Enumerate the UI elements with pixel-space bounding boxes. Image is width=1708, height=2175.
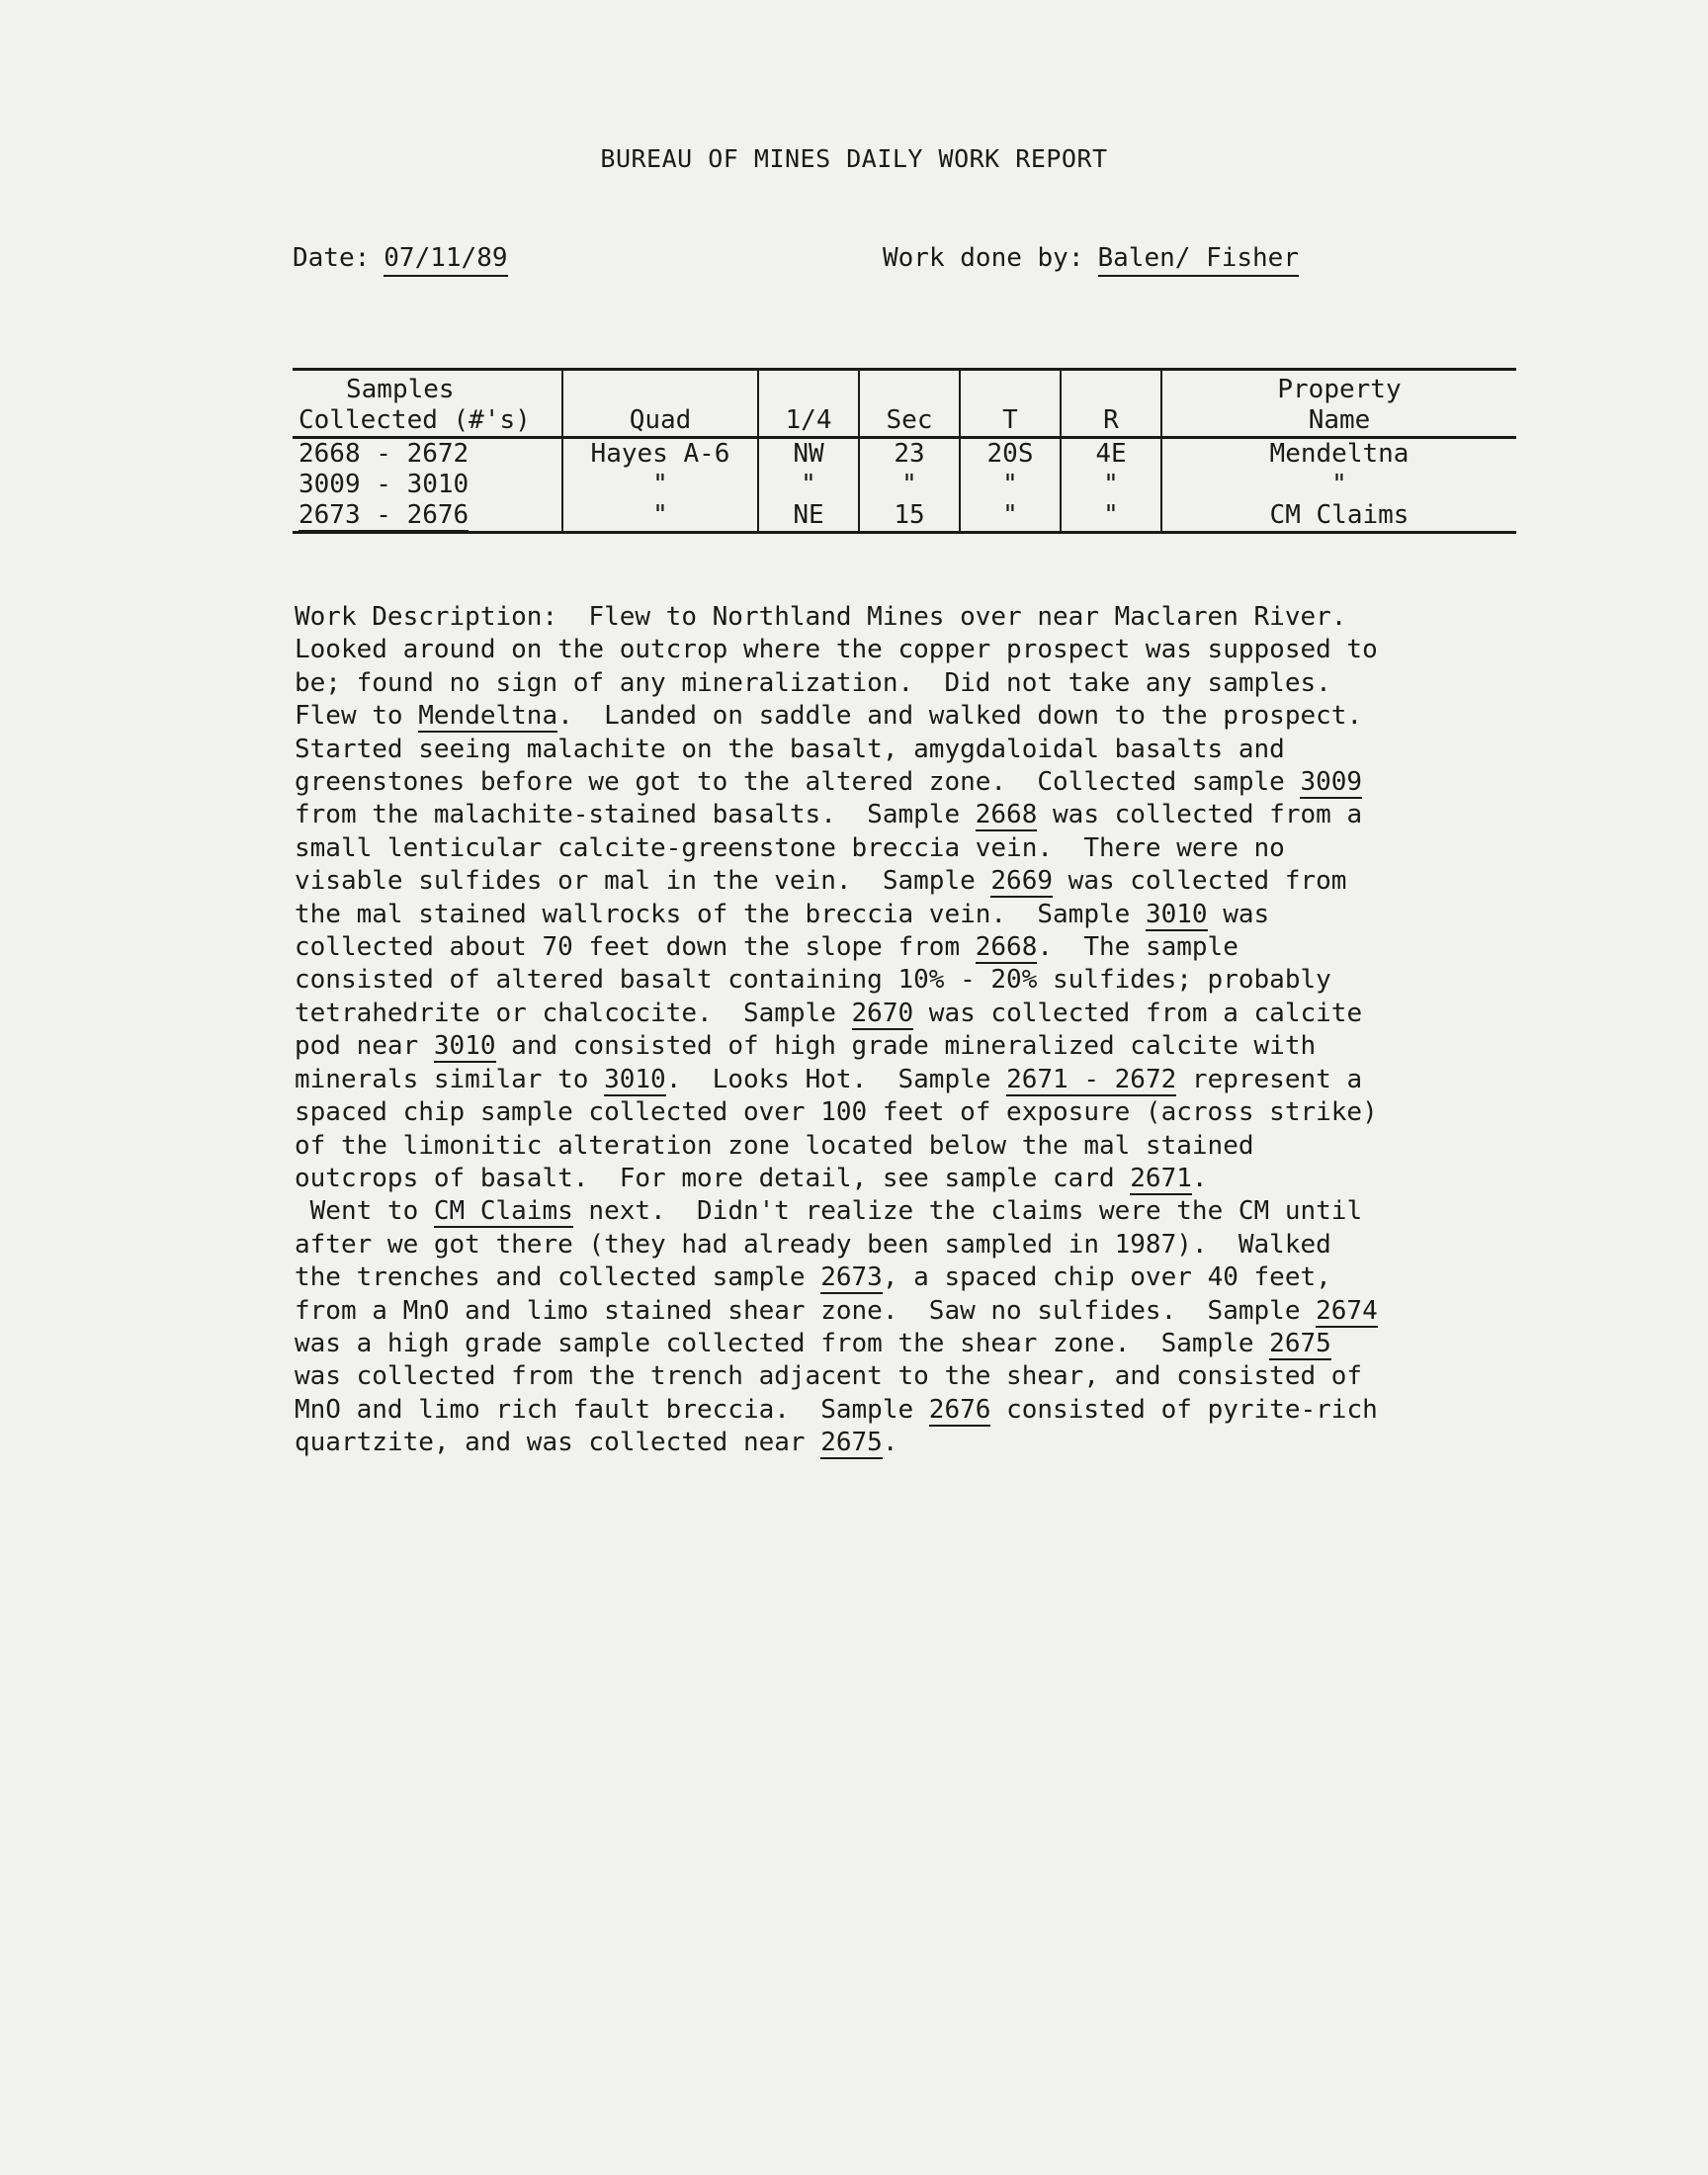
desc-ref: 2671 (1130, 1163, 1192, 1193)
date-value: 07/11/89 (384, 243, 507, 277)
cell-quad: " (562, 470, 758, 500)
header-quad: Quad (562, 370, 758, 438)
desc-text: , a spaced chip over 40 feet, (882, 1262, 1331, 1293)
cell-property: " (1161, 470, 1516, 500)
desc-ref: 2674 (1316, 1295, 1378, 1326)
header-property-line1: Property (1277, 375, 1402, 404)
cell-samples: 2668 - 2672 (299, 439, 470, 469)
desc-ref: 2668 (975, 800, 1038, 830)
header-samples-line1: Samples (346, 375, 455, 404)
desc-text: Went to (295, 1196, 434, 1227)
header-property-line2: Name (1308, 405, 1371, 435)
desc-text: was collected from a calcite (913, 998, 1363, 1028)
desc-text: from a MnO and limo stained shear zone. Saw no sulfides. Sample (295, 1295, 1317, 1326)
desc-ref: 2671 - 2672 (1006, 1064, 1177, 1094)
desc-ref: 2669 (990, 866, 1054, 897)
cell-quad: " (562, 500, 758, 533)
work-done-by-value: Balen/ Fisher (1098, 243, 1300, 277)
work-done-by-field (883, 243, 1299, 273)
desc-line: be; found no sign of any mineralization. Did not take any samples. (295, 667, 1331, 698)
desc-text: greenstones before we got to the altered zone. Collected sample (295, 767, 1301, 798)
desc-text: and consisted of high grade mineralized calcite with (495, 1031, 1317, 1062)
desc-text: collected about 70 feet down the slope from (295, 932, 976, 963)
desc-ref: 2675 (1269, 1328, 1331, 1358)
cell-sec: 15 (859, 500, 960, 533)
desc-text: the trenches and collected sample (295, 1262, 821, 1293)
desc-text: quartzite, and was collected near (295, 1428, 821, 1458)
desc-line: consisted of altered basalt containing 10% - 20% sulfides; probably (295, 965, 1331, 996)
desc-text: was (1207, 899, 1270, 929)
desc-line: of the limonitic alteration zone located below the mal stained (295, 1130, 1254, 1161)
work-done-by-label: Work done by: (883, 243, 1084, 273)
desc-text: . (1191, 1163, 1208, 1193)
samples-table (293, 368, 1516, 534)
desc-ref: 2668 (975, 932, 1038, 963)
desc-ref: 3010 (604, 1064, 666, 1094)
desc-text: consisted of pyrite-rich (990, 1394, 1378, 1425)
desc-line: after we got there (they had already been sampled in 1987). Walked (295, 1229, 1331, 1260)
desc-text: tetrahedrite or chalcocite. Sample (295, 998, 852, 1028)
table-row (293, 500, 1516, 533)
cell-samples-text: 2673 - 2676 (299, 500, 470, 530)
desc-text: . The sample (1037, 932, 1238, 963)
desc-text: . Landed on saddle and walked down to the prospect. (557, 701, 1363, 732)
header-samples (293, 370, 562, 438)
report-title: BUREAU OF MINES DAILY WORK REPORT (600, 144, 1108, 173)
cell-r: 4E (1061, 438, 1161, 471)
desc-line: Started seeing malachite on the basalt, amygdaloidal basalts and (295, 734, 1285, 764)
table-row (293, 470, 1516, 500)
desc-text: pod near (295, 1031, 434, 1062)
desc-ref: CM Claims (433, 1196, 573, 1227)
cell-quarter: NE (758, 500, 859, 533)
desc-text: was collected from (1053, 866, 1347, 897)
date-field (293, 243, 508, 273)
desc-text: outcrops of basalt. For more detail, see sample card (295, 1163, 1131, 1193)
desc-text: from the malachite-stained basalts. Sample (295, 800, 976, 830)
cell-quad: Hayes A-6 (562, 438, 758, 471)
cell-t: 20S (960, 438, 1061, 471)
desc-text: next. Didn't realize the claims were the CM until (572, 1196, 1363, 1227)
header-r: R (1061, 370, 1161, 438)
desc-line: Looked around on the outcrop where the copper prospect was supposed to (295, 635, 1378, 665)
desc-ref: 2673 (820, 1262, 883, 1293)
desc-ref: 2670 (851, 998, 914, 1028)
desc-ref: 3009 (1300, 767, 1363, 798)
cell-samples: 3009 - 3010 (299, 470, 470, 499)
cell-property: CM Claims (1161, 500, 1516, 533)
desc-line: Work Description: Flew to Northland Mines over near Maclaren River. (295, 602, 1347, 632)
header-quarter: 1/4 (758, 370, 859, 438)
desc-ref: 3010 (433, 1031, 496, 1062)
desc-text: minerals similar to (295, 1064, 605, 1094)
cell-sec: 23 (859, 438, 960, 471)
header-property (1161, 370, 1516, 438)
desc-text: was collected from a (1037, 800, 1363, 830)
cell-r: " (1061, 470, 1161, 500)
desc-text: visable sulfides or mal in the vein. Sample (295, 866, 991, 897)
desc-ref: 2676 (928, 1394, 991, 1425)
desc-text: MnO and limo rich fault breccia. Sample (295, 1394, 929, 1425)
header-sec: Sec (859, 370, 960, 438)
header-t: T (960, 370, 1061, 438)
table-row (293, 438, 1516, 471)
desc-line: spaced chip sample collected over 100 feet of exposure (across strike) (295, 1097, 1378, 1128)
cell-quarter: " (758, 470, 859, 500)
desc-text: represent a (1176, 1064, 1363, 1094)
cell-t: " (960, 470, 1061, 500)
desc-ref: 2675 (820, 1428, 883, 1458)
cell-r: " (1061, 500, 1161, 533)
cell-sec: " (859, 470, 960, 500)
work-description (295, 601, 1481, 1460)
desc-line: small lenticular calcite-greenstone breccia vein. There were no (295, 832, 1285, 863)
desc-ref: Mendeltna (418, 701, 558, 732)
cell-property: Mendeltna (1161, 438, 1516, 471)
header-samples-line2: Collected (#'s) (299, 405, 531, 435)
cell-quarter: NW (758, 438, 859, 471)
desc-text: was a high grade sample collected from the shear zone. Sample (295, 1328, 1270, 1358)
date-label: Date: (293, 243, 371, 273)
desc-text: Flew to (295, 701, 419, 732)
desc-text: the mal stained wallrocks of the breccia vein. Sample (295, 899, 1146, 929)
cell-samples (293, 500, 562, 533)
table-header-row (293, 370, 1516, 438)
desc-text: . Looks Hot. Sample (665, 1064, 1007, 1094)
desc-text: . (882, 1428, 898, 1458)
cell-t: " (960, 500, 1061, 533)
desc-line: was collected from the trench adjacent to the shear, and consisted of (295, 1361, 1363, 1392)
desc-ref: 3010 (1145, 899, 1208, 929)
